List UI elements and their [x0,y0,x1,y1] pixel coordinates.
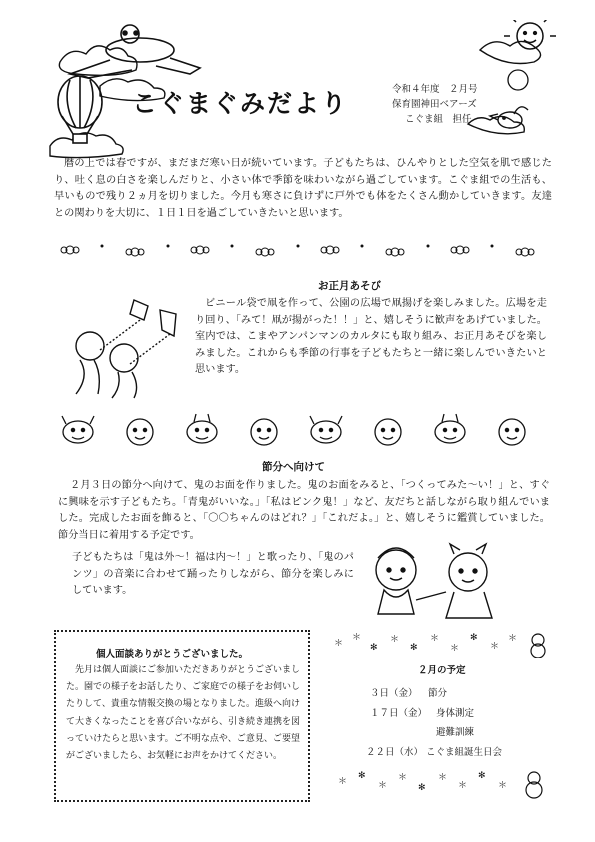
svg-text:＊: ＊ [458,781,468,791]
schedule-date-4: ２２日（水） [366,747,424,758]
svg-text:✻: ✻ [358,771,366,781]
schedule-event-2: 身体測定 [436,708,475,719]
oni-children-illustration [356,540,526,622]
schedule-event-3: 避難訓練 [436,727,475,738]
snowman-icon [526,772,542,798]
class-teacher: こぐま組 担任 [405,114,472,125]
snow-divider-top [334,632,554,658]
svg-text:＊: ＊ [450,644,460,654]
snow-divider-bottom [338,768,554,800]
issue-info: 令和４年度 ２月号 [392,84,478,95]
svg-text:＊: ＊ [498,781,508,791]
svg-text:＊: ＊ [490,642,500,652]
setsubun-body: ２月３日の節分へ向けて、鬼のお面を作りました。鬼のお面をみると、「つくってみた～い！」と、すぐに興味を示す子どもたち。「青鬼がいいな。」「私はピンク鬼！」など、友だちと話しながら取り組んでいました。完成したお面を飾ると、「〇〇ちゃんのはどれ？」「これだよ。」と、嬉しそうに鑑賞していました。節分当日に着用する予定です。 [58,480,550,541]
schedule-date-1: ３日（金） [370,688,418,699]
svg-text:＊: ＊ [378,781,388,791]
school-name: 保育園神田ベアーズ [392,99,477,110]
svg-text:＊: ＊ [390,635,400,645]
notice-heading: 個人面談ありがとうございました。 [96,649,249,660]
intro-text: 暦の上では春ですが、まだまだ寒い日が続いています。子どもたちは、ひんやりとした空気を肌で感じたり、吐く息の白さを楽しんだりと、小さい体で季節を味わいながら過ごしています。こぐま組での生活も、早いもので残り２ヵ月を切りました。今月も寒さに負けずに戸外でも体をたくさん動かしていきます。友達との関わりを大切に、１日１日を過ごしていきたいと思います。 [54,158,552,219]
newyear-heading: お正月あそび [318,280,381,292]
svg-text:✻: ✻ [370,643,378,653]
svg-text:＊: ＊ [508,634,518,644]
svg-text:＊: ＊ [334,639,344,649]
svg-text:✻: ✻ [418,783,426,793]
svg-text:✻: ✻ [478,771,486,781]
schedule-event-4: こぐま組誕生日会 [426,747,503,758]
kite-children-illustration [60,290,195,400]
svg-text:✻: ✻ [470,633,478,643]
svg-text:＊: ＊ [398,773,408,783]
schedule-heading: ２月の予定 [418,665,466,676]
newyear-body: ビニール袋で凧を作って、公園の広場で凧揚げを楽しみました。広場を走り回り、「みて！凧が揚がった！！」と、嬉しそうに歓声をあげていました。室内では、こまやアンパンマンのカルタにも取り組み、お正月あそびを楽しみました。これからも季節の行事を子どもたちと一緒に楽しんでいきたいと思います。 [195,298,547,375]
svg-text:＊: ＊ [338,777,348,787]
snowman-icon [531,634,545,658]
svg-text:＊: ＊ [352,633,362,643]
schedule-date-2: １７日（金） [370,708,428,719]
newsletter-title: こぐまぐみだより [132,89,349,118]
svg-text:＊: ＊ [438,773,448,783]
setsubun-heading: 節分へ向けて [262,461,325,473]
flower-divider [60,240,540,262]
schedule-event-1: 節分 [428,688,448,699]
notice-body: 先月は個人面談にご参加いただきありがとうございました。園での様子をお話したり、ご家庭での様子をお伺いしたりして、貴重な情報交換の場となりました。進級へ向けて大きくなったことを喜び合いながら、引き続き連携を図っていけたらと思います。ご不明な点や、ご意見、ご要望がございましたら、お気軽にお声をかけてください。 [66,665,301,762]
oni-mask-row [58,410,548,450]
balloon-icon [58,76,102,143]
setsubun-body-2: 子どもたちは「鬼は外～！福は内～！」と歌ったり、「鬼のパンツ」の音楽に合わせて踊ったりしながら、節分を楽しみにしています。 [72,552,354,596]
svg-text:✻: ✻ [410,643,418,653]
svg-text:＊: ＊ [430,634,440,644]
